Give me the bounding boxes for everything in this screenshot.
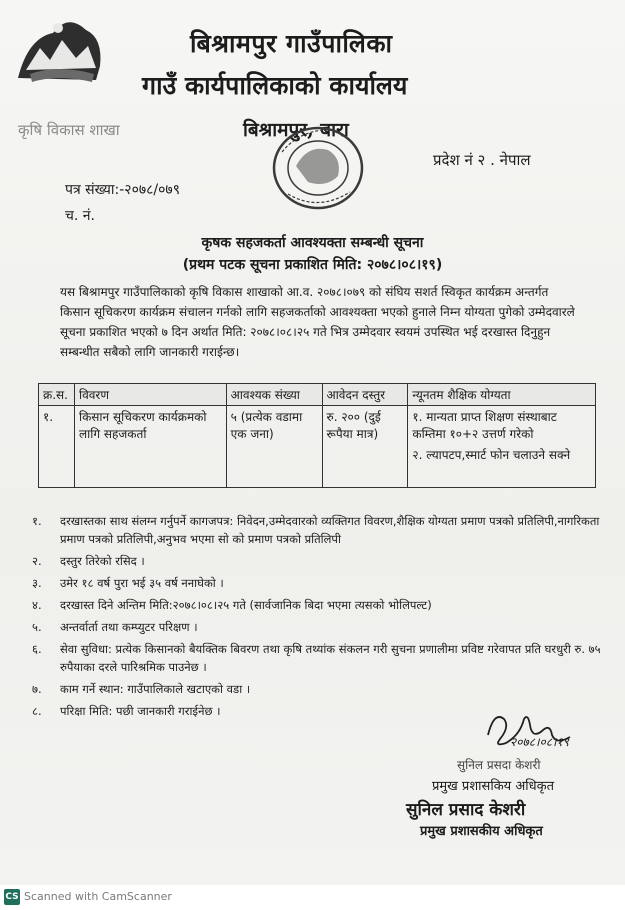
column-header-sn: क्र.स. [39,384,75,406]
list-item: ८. परिक्षा मिति: पछी जानकारी गराईनेछ । [32,704,221,718]
office-location: बिश्रामपुर, बारा [243,119,349,141]
qualification-item: २. ल्यापटप,स्मार्ट फोन चलाउने सक्ने [412,448,571,462]
province-label: प्रदेश नं २ . नेपाल [433,151,531,169]
branch-name: कृषि विकास शाखा [18,121,120,139]
notice-body: यस बिश्रामपुर गाउँपालिकाको कृषि विकास शाखाको आ.व. २०७८।०७९ को संघिय सशर्त स्विकृत कार्यक्रम अन्तर्गत किसान सूचिकरण कार्यक्रम संचालन गर्नको लागि सहजकर्ताको आवश्यक्ता भएको हुनाले निम्न योग्यता पुगेको उम्मेदवारले सूचना प्रकाशित भएको ७ दिन अर्थात मिति: २०७८।०८।२५ गते भित्र उम्मेदवार स्वयमं उपस्थित भई दरखास्त दिनुहुन सम्बन्धीत सबैको लागि जानकारी गराईन्छ। [60,285,575,359]
column-header-description: विवरण [74,384,226,406]
column-header-fee: आवेदन दस्तुर [322,384,408,406]
list-item: ७. काम गर्ने स्थान: गाउँपालिकाले खटाएको वडा । [32,682,251,696]
column-header-qualification: न्यूनतम शैक्षिक योग्यता [408,384,596,406]
reference-number: पत्र संख्या:-२०७८/०७९ [65,182,180,198]
notice-subheading: (प्रथम पटक सूचना प्रकाशित मिति: २०७८।०८।१९) [182,257,443,273]
title-stamp: प्रमुख प्रशासकीय अधिकृत [420,824,543,839]
notice-heading: कृषक सहजकर्ता आवश्यक्ता सम्बन्धी सूचना [201,235,424,251]
signer-title: प्रमुख प्रशासकिय अधिकृत [432,779,555,794]
emblem-logo-icon [8,8,108,98]
list-item: २. दस्तुर तिरेको रसिद । [32,554,145,568]
list-item: ३. उमेर १८ वर्ष पुरा भई ३५ वर्ष ननाघेको । [32,576,224,590]
table-header-row [39,384,596,406]
dispatch-number: च. नं. [65,208,96,224]
scanner-footer [0,885,625,910]
cell-qualification [408,406,596,488]
list-item: ६. सेवा सुविधा: प्रत्येक किसानको बैयक्तिक बिवरण तथा कृषि तथ्यांक संकलन गरी सुचना प्रणालीमा प्रविष्ट गरेवापत प्रति घरधुरी रु. ७५ रुपैयाका दरले पारिश्रमिक पाउनेछ । [32,642,601,674]
cell-fee: रु. २०० (दुई रूपैया मात्र) [322,406,408,488]
signer-name: सुनिल प्रसदा केशरी [457,758,541,772]
column-header-count: आवश्यक संख्या [226,384,322,406]
requirements-table [38,383,596,488]
qualification-item: १. मान्यता प्राप्त शिक्षण संस्थाबाट कम्तिमा १०+२ उत्तर्ण गरेको [412,410,557,441]
cell-sn: १. [39,406,75,488]
signature-date: २०७८।०८।१९ [510,735,570,749]
list-item: ५. अन्तर्वार्ता तथा कम्प्युटर परिक्षण । [32,620,198,634]
table-row [39,406,596,488]
scanner-watermark-text: Scanned with CamScanner [24,890,172,903]
list-item: ४. दरखास्त दिने अन्तिम मिति:२०७८।०८।२५ गते (सार्वजानिक बिदा भएमा त्यसको भोलिपल्ट) [32,598,432,612]
camscanner-icon: CS [4,889,20,905]
office-title: बिश्रामपुर गाउँपालिका [190,29,393,58]
name-stamp: सुनिल प्रसाद केशरी [406,800,526,820]
cell-count: ५ (प्रत्येक वडामा एक जना) [226,406,322,488]
notes-list [32,512,607,724]
cell-description: किसान सूचिकरण कार्यक्रमको लागि सहजकर्ता [74,406,226,488]
list-item: १. दरखास्तका साथ संलग्न गर्नुपर्ने कागजपत्र: निवेदन,उम्मेदवारको व्यक्तिगत विवरण,शैक्षिक योग्यता प्रमाण पत्रको प्रतिलिपी,नागरिकता प्रमाण पत्रको प्रतिलिपी,अनुभव भएमा सो को प्रमाण पत्रको प्रतिलिपी [32,514,600,546]
office-subtitle: गाउँ कार्यपालिकाको कार्यालय [142,71,408,100]
office-stamp-icon [268,122,368,214]
